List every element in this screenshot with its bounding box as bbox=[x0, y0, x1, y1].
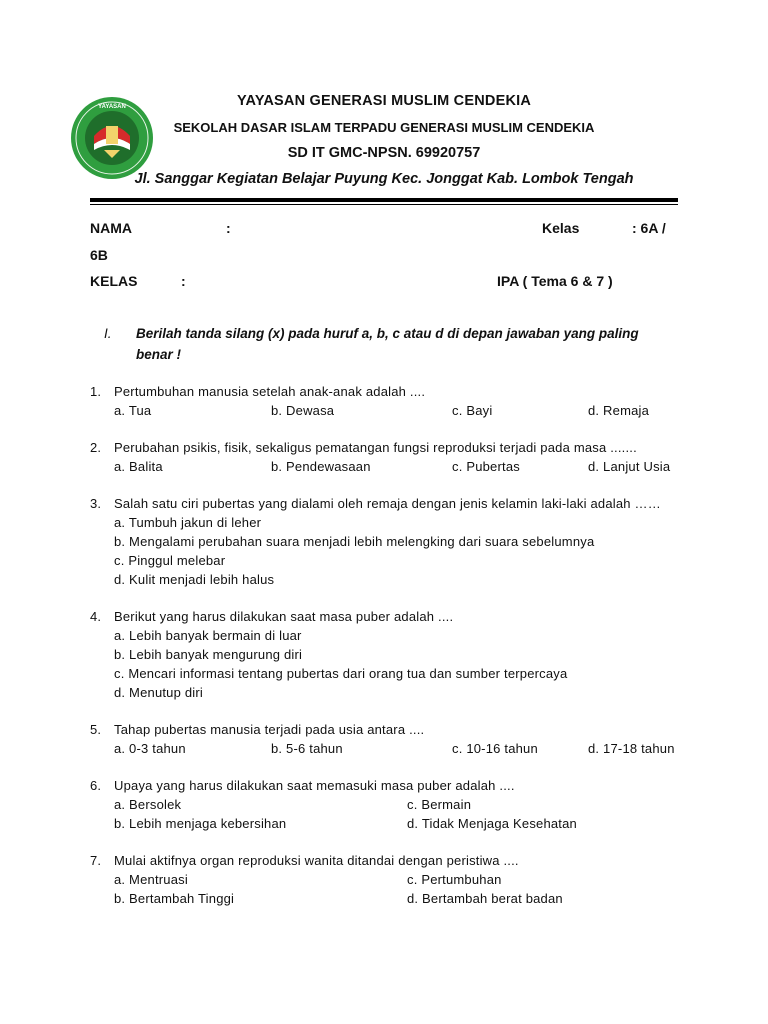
section-number: I. bbox=[104, 326, 112, 341]
q4-option-c[interactable]: c. Mencari informasi tentang pubertas dari orang tua dan sumber terpercaya bbox=[114, 666, 568, 681]
school-name: SEKOLAH DASAR ISLAM TERPADU GENERASI MUSLIM CENDEKIA bbox=[173, 120, 595, 135]
q3-option-b[interactable]: b. Mengalami perubahan suara menjadi lebih melengking dari suara sebelumnya bbox=[114, 534, 595, 549]
q7-option-d[interactable]: d. Bertambah berat badan bbox=[407, 891, 563, 906]
question-text: Salah satu ciri pubertas yang dialami oleh remaja dengan jenis kelamin laki-laki adalah …… bbox=[114, 496, 661, 511]
kelas-colon: : bbox=[181, 273, 186, 289]
q7-option-a[interactable]: a. Mentruasi bbox=[114, 872, 188, 887]
school-npsn: SD IT GMC-NPSN. 69920757 bbox=[287, 145, 481, 161]
q6-option-a[interactable]: a. Bersolek bbox=[114, 797, 182, 812]
q4-option-b[interactable]: b. Lebih banyak mengurung diri bbox=[114, 647, 303, 662]
q5-option-d[interactable]: d. 17-18 tahun bbox=[588, 741, 675, 756]
question-number: 4. bbox=[90, 609, 102, 624]
question-number: 5. bbox=[90, 722, 102, 737]
question-number: 1. bbox=[90, 384, 102, 399]
q1-option-a[interactable]: a. Tua bbox=[114, 403, 152, 418]
q7-option-b[interactable]: b. Bertambah Tinggi bbox=[114, 891, 235, 906]
q3-option-a[interactable]: a. Tumbuh jakun di leher bbox=[114, 515, 262, 530]
question-number: 6. bbox=[90, 778, 102, 793]
question-number: 7. bbox=[90, 853, 102, 868]
kelas-wrap-value: 6B bbox=[90, 247, 108, 263]
q2-option-d[interactable]: d. Lanjut Usia bbox=[588, 459, 671, 474]
q2-option-c[interactable]: c. Pubertas bbox=[452, 459, 520, 474]
q6-option-c[interactable]: c. Bermain bbox=[407, 797, 472, 812]
q6-option-b[interactable]: b. Lebih menjaga kebersihan bbox=[114, 816, 287, 831]
kelas-label: KELAS bbox=[90, 273, 138, 289]
question-text: Berikut yang harus dilakukan saat masa puber adalah .... bbox=[114, 609, 454, 624]
q2-option-a[interactable]: a. Balita bbox=[114, 459, 163, 474]
header-divider-thick bbox=[90, 198, 678, 202]
q3-option-c[interactable]: c. Pinggul melebar bbox=[114, 553, 226, 568]
subject-label: IPA ( Tema 6 & 7 ) bbox=[497, 273, 613, 289]
q1-option-c[interactable]: c. Bayi bbox=[452, 403, 493, 418]
q5-option-b[interactable]: b. 5-6 tahun bbox=[271, 741, 343, 756]
school-address: Jl. Sanggar Kegiatan Belajar Puyung Kec. Jonggat Kab. Lombok Tengah bbox=[134, 171, 634, 187]
q4-option-a[interactable]: a. Lebih banyak bermain di luar bbox=[114, 628, 302, 643]
header-divider-thin bbox=[90, 204, 678, 205]
q7-option-c[interactable]: c. Pertumbuhan bbox=[407, 872, 502, 887]
question-text: Mulai aktifnya organ reproduksi wanita ditandai dengan peristiwa .... bbox=[114, 853, 519, 868]
instruction-text: Berilah tanda silang (x) pada huruf a, b, c atau d di depan jawaban yang paling benar ! bbox=[136, 326, 639, 362]
q4-option-d[interactable]: d. Menutup diri bbox=[114, 685, 203, 700]
question-number: 3. bbox=[90, 496, 102, 511]
q1-option-d[interactable]: d. Remaja bbox=[588, 403, 650, 418]
kelas-right-label: Kelas bbox=[542, 220, 580, 236]
nama-label: NAMA bbox=[90, 220, 132, 236]
q3-option-d[interactable]: d. Kulit menjadi lebih halus bbox=[114, 572, 275, 587]
q2-option-b[interactable]: b. Pendewasaan bbox=[271, 459, 371, 474]
question-text: Pertumbuhan manusia setelah anak-anak adalah .... bbox=[114, 384, 426, 399]
question-text: Upaya yang harus dilakukan saat memasuki masa puber adalah .... bbox=[114, 778, 515, 793]
logo-text: YAYASAN bbox=[98, 104, 126, 110]
q5-option-a[interactable]: a. 0-3 tahun bbox=[114, 741, 186, 756]
kelas-right-value: : 6A / bbox=[632, 220, 666, 236]
nama-colon: : bbox=[226, 220, 231, 236]
q6-option-d[interactable]: d. Tidak Menjaga Kesehatan bbox=[407, 816, 577, 831]
q1-option-b[interactable]: b. Dewasa bbox=[271, 403, 335, 418]
question-text: Tahap pubertas manusia terjadi pada usia antara .... bbox=[114, 722, 425, 737]
foundation-title: YAYASAN GENERASI MUSLIM CENDEKIA bbox=[236, 93, 532, 109]
q5-option-c[interactable]: c. 10-16 tahun bbox=[452, 741, 538, 756]
question-text: Perubahan psikis, fisik, sekaligus pematangan fungsi reproduksi terjadi pada masa ....... bbox=[114, 440, 637, 455]
question-number: 2. bbox=[90, 440, 102, 455]
